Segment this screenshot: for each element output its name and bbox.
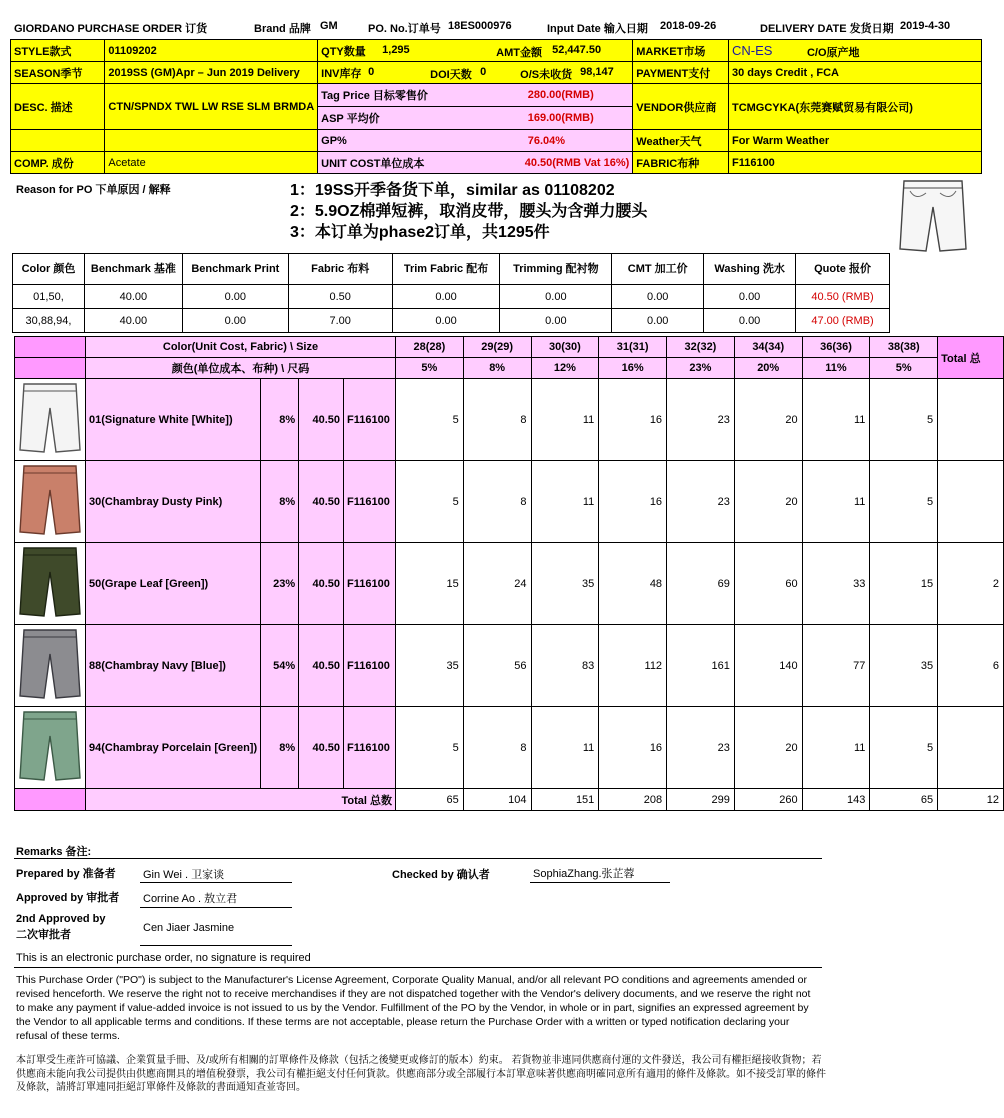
asp-label: ASP 平均价 — [318, 107, 525, 130]
market-cell — [728, 40, 981, 62]
size-qty: 24 — [463, 543, 531, 625]
size-qty: 20 — [734, 707, 802, 789]
empty-cell — [11, 130, 105, 152]
doi-value: 0 — [480, 66, 487, 78]
total-header: Total 总 — [938, 337, 1004, 379]
row-total — [938, 379, 1004, 461]
delivery-date-value: 2019-4-30 — [900, 20, 951, 32]
tag-price-value: 280.00(RMB) — [525, 84, 633, 107]
size-row — [15, 707, 1004, 789]
signature-line — [140, 882, 292, 883]
gp-label: GP% — [318, 130, 525, 152]
size-qty: 16 — [599, 461, 667, 543]
weather-value: For Warm Weather — [728, 130, 981, 152]
size-qty: 20 — [734, 461, 802, 543]
color-ratio: 54% — [261, 625, 299, 707]
cost-cell: 0.00 — [392, 309, 500, 333]
cost-cell: 0.00 — [500, 309, 612, 333]
size-qty: 5 — [870, 707, 938, 789]
cost-header: Benchmark Print — [182, 254, 288, 285]
cost-breakdown-table — [12, 253, 890, 333]
inv-doi-os-cell — [318, 62, 633, 84]
tag-price-label: Tag Price 目标零售价 — [318, 84, 525, 107]
gp-value: 76.04% — [525, 130, 633, 152]
size-ratio: 11% — [802, 358, 870, 379]
size-header: 28(28) — [396, 337, 464, 358]
size-qty: 11 — [802, 707, 870, 789]
size-qty: 161 — [667, 625, 735, 707]
size-qty: 23 — [667, 379, 735, 461]
amt-label: AMT金额 — [496, 47, 542, 59]
size-qty: 5 — [396, 379, 464, 461]
prepared-label: Prepared by 准备者 — [16, 868, 116, 880]
size-qty: 8 — [463, 379, 531, 461]
signature-line — [530, 882, 670, 883]
color-fabric: F116100 — [344, 707, 396, 789]
size-ratio: 20% — [734, 358, 802, 379]
total-row-label: Total 总数 — [86, 789, 396, 811]
cost-header: Quote 报价 — [796, 254, 890, 285]
size-total: 260 — [734, 789, 802, 811]
size-qty: 11 — [531, 379, 599, 461]
size-qty: 60 — [734, 543, 802, 625]
comp-label: COMP. 成份 — [11, 152, 105, 174]
size-ratio: 23% — [667, 358, 735, 379]
color-name: 01(Signature White [White]) — [86, 379, 261, 461]
signature-line — [140, 907, 292, 908]
market-label: MARKET市场 — [633, 40, 729, 62]
size-row — [15, 625, 1004, 707]
color-fabric: F116100 — [344, 625, 396, 707]
payment-label: PAYMENT支付 — [633, 62, 729, 84]
size-qty: 11 — [531, 461, 599, 543]
cost-header: Color 颜色 — [13, 254, 85, 285]
row-total — [938, 461, 1004, 543]
desc-label: DESC. 描述 — [11, 84, 105, 130]
cost-cell: 0.00 — [500, 285, 612, 309]
color-unit-cost: 40.50 — [299, 707, 344, 789]
size-qty: 20 — [734, 379, 802, 461]
size-ratio: 12% — [531, 358, 599, 379]
size-qty: 15 — [870, 543, 938, 625]
season-label: SEASON季节 — [11, 62, 105, 84]
cost-header-row — [13, 254, 890, 285]
fabric-label: FABRIC布种 — [633, 152, 729, 174]
color-unit-cost: 40.50 — [299, 379, 344, 461]
cost-cell: 7.00 — [288, 309, 392, 333]
reason-list — [290, 180, 647, 243]
color-name: 94(Chambray Porcelain [Green]) — [86, 707, 261, 789]
color-ratio: 8% — [261, 707, 299, 789]
size-qty: 5 — [870, 379, 938, 461]
po-info-table — [10, 39, 982, 174]
size-ratio: 5% — [870, 358, 938, 379]
size-qty: 11 — [802, 461, 870, 543]
color-name: 30(Chambray Dusty Pink) — [86, 461, 261, 543]
color-swatch-cell — [15, 461, 86, 543]
size-qty: 83 — [531, 625, 599, 707]
image-header-cell — [15, 358, 86, 379]
color-name: 50(Grape Leaf [Green]) — [86, 543, 261, 625]
qty-label: QTY数量 — [321, 45, 366, 58]
color-ratio: 23% — [261, 543, 299, 625]
color-fabric: F116100 — [344, 379, 396, 461]
size-qty: 35 — [396, 625, 464, 707]
terms-chinese: 本訂單受生產許可協議、企業質量手冊、及/或所有相關的訂單條件及條款（包括之後變更或修訂的版本）約束。 若貨物並非連同供應商付運的文件發送，我公司有權拒絕接收貨物；若供應商未能向我公司提供由供應商開具的增值稅發票，我公司有權拒絕支付任何貨款。供應商部分或全部履行本訂單意味著供應商明確同意所有適用的條件及條款。如不接受訂單的條件及條款，請將訂單連同拒絕訂單條件及條款的書面通知查並寄回。 — [16, 1055, 826, 1093]
reason-line: 1：19SS开季备货下单，similar as 01108202 — [290, 182, 615, 199]
shorts-swatch-image — [18, 626, 82, 702]
cost-row — [13, 309, 890, 333]
asp-value: 169.00(RMB) — [525, 107, 633, 130]
size-qty: 5 — [870, 461, 938, 543]
cost-header: Trim Fabric 配布 — [392, 254, 500, 285]
size-ratio: 8% — [463, 358, 531, 379]
size-header: 36(36) — [802, 337, 870, 358]
size-rows — [15, 379, 1004, 789]
size-header: 34(34) — [734, 337, 802, 358]
size-ratio: 16% — [599, 358, 667, 379]
cost-cell: 30,88,94, — [13, 309, 85, 333]
season-value: 2019SS (GM)Apr – Jun 2019 Delivery — [105, 62, 318, 84]
size-qty: 23 — [667, 461, 735, 543]
size-qty: 112 — [599, 625, 667, 707]
cost-header: Trimming 配衬物 — [500, 254, 612, 285]
size-qty: 5 — [396, 707, 464, 789]
quote-cell: 40.50 (RMB) — [796, 285, 890, 309]
size-row — [15, 543, 1004, 625]
reason-label: Reason for PO 下单原因 / 解释 — [16, 184, 171, 196]
size-qty: 16 — [599, 379, 667, 461]
remarks-label: Remarks 备注: — [16, 846, 92, 858]
quote-cell: 47.00 (RMB) — [796, 309, 890, 333]
size-qty: 56 — [463, 625, 531, 707]
color-ratio: 8% — [261, 461, 299, 543]
color-fabric: F116100 — [344, 543, 396, 625]
total-row-cell — [15, 789, 86, 811]
market-value: CN-ES — [731, 43, 773, 58]
size-qty: 11 — [802, 379, 870, 461]
checked-name: SophiaZhang.张芷蓉 — [533, 868, 635, 880]
vendor-label: VENDOR供应商 — [633, 84, 729, 130]
size-row — [15, 461, 1004, 543]
fabric-value: F116100 — [728, 152, 981, 174]
cost-cell: 0.00 — [612, 309, 704, 333]
size-header: 30(30) — [531, 337, 599, 358]
vendor-value: TCMGCYKA(东莞赛赋贸易有限公司) — [728, 84, 981, 130]
size-qty: 33 — [802, 543, 870, 625]
size-qty: 140 — [734, 625, 802, 707]
size-qty: 35 — [870, 625, 938, 707]
cost-header: Washing 洗水 — [704, 254, 796, 285]
comp-value: Acetate — [105, 152, 318, 174]
color-swatch-cell — [15, 543, 86, 625]
size-qty: 23 — [667, 707, 735, 789]
color-unit-cost: 40.50 — [299, 543, 344, 625]
electronic-notice: This is an electronic purchase order, no signature is required — [16, 952, 311, 964]
size-header-cn: 颜色(单位成本、布种) \ 尺码 — [86, 358, 396, 379]
cost-cell: 0.00 — [182, 285, 288, 309]
reason-line: 2：5.9OZ棉弹短裤，取消皮带，腰头为含弹力腰头 — [290, 203, 648, 220]
qty-amt-cell — [318, 40, 633, 62]
cost-header: Fabric 布料 — [288, 254, 392, 285]
style-label: STYLE款式 — [11, 40, 105, 62]
weather-label: Weather天气 — [633, 130, 729, 152]
os-label: O/S未收货 — [520, 69, 573, 81]
cost-cell: 0.50 — [288, 285, 392, 309]
size-qty: 16 — [599, 707, 667, 789]
cost-header: CMT 加工价 — [612, 254, 704, 285]
size-total: 65 — [396, 789, 464, 811]
approved2-label-en: 2nd Approved by — [16, 913, 106, 925]
cost-header: Benchmark 基准 — [84, 254, 182, 285]
size-qty: 77 — [802, 625, 870, 707]
size-row — [15, 379, 1004, 461]
row-total — [938, 707, 1004, 789]
size-header: 32(32) — [667, 337, 735, 358]
size-qty: 69 — [667, 543, 735, 625]
cost-cell: 0.00 — [182, 309, 288, 333]
reason-line: 3：本订单为phase2订单，共1295件 — [290, 224, 550, 241]
cost-row — [13, 285, 890, 309]
color-swatch-cell — [15, 379, 86, 461]
po-title: GIORDANO PURCHASE ORDER 订货 — [14, 23, 208, 35]
size-total: 208 — [599, 789, 667, 811]
po-number-value: 18ES000976 — [448, 20, 512, 32]
co-label: C/O原产地 — [806, 47, 860, 59]
size-ratio: 5% — [396, 358, 464, 379]
size-header: 38(38) — [870, 337, 938, 358]
size-qty: 48 — [599, 543, 667, 625]
approved-name: Corrine Ao . 敖立君 — [143, 893, 238, 905]
signature-line — [140, 945, 292, 946]
cost-cell: 0.00 — [704, 309, 796, 333]
size-total: 104 — [463, 789, 531, 811]
size-header: 29(29) — [463, 337, 531, 358]
unit-cost-label: UNIT COST单位成本 — [318, 152, 525, 174]
product-shorts-image — [896, 177, 970, 257]
color-name: 88(Chambray Navy [Blue]) — [86, 625, 261, 707]
divider — [14, 858, 822, 859]
unit-cost-value: 40.50(RMB Vat 16%) — [525, 152, 633, 174]
brand-label: Brand 品牌 — [254, 23, 311, 35]
size-qty: 5 — [396, 461, 464, 543]
size-qty: 8 — [463, 461, 531, 543]
style-value: 01109202 — [105, 40, 318, 62]
row-total: 6 — [938, 625, 1004, 707]
size-qty: 35 — [531, 543, 599, 625]
size-qty: 15 — [396, 543, 464, 625]
color-ratio: 8% — [261, 379, 299, 461]
shorts-swatch-image — [18, 544, 82, 620]
checked-label: Checked by 确认者 — [392, 869, 490, 881]
qty-value: 1,295 — [382, 44, 410, 56]
image-header-cell — [15, 337, 86, 358]
cost-cell: 0.00 — [612, 285, 704, 309]
shorts-swatch-image — [18, 462, 82, 538]
shorts-swatch-image — [18, 708, 82, 784]
empty-cell — [105, 130, 318, 152]
approved2-name: Cen Jiaer Jasmine — [143, 922, 235, 934]
color-unit-cost: 40.50 — [299, 625, 344, 707]
approved2-label-cn: 二次审批者 — [16, 929, 71, 941]
size-total: 299 — [667, 789, 735, 811]
inv-label: INV库存 — [321, 67, 362, 80]
po-number-label: PO. No.订单号 — [368, 23, 441, 35]
os-value: 98,147 — [580, 66, 614, 78]
amt-value: 52,447.50 — [552, 44, 602, 56]
delivery-date-label: DELIVERY DATE 发货日期 — [760, 23, 894, 35]
brand-value: GM — [320, 20, 338, 32]
size-header-en: Color(Unit Cost, Fabric) \ Size — [86, 337, 396, 358]
color-swatch-cell — [15, 625, 86, 707]
size-qty: 11 — [531, 707, 599, 789]
input-date-label: Input Date 输入日期 — [547, 23, 648, 35]
color-unit-cost: 40.50 — [299, 461, 344, 543]
po-header — [14, 18, 974, 36]
doi-label: DOI天数 — [430, 69, 472, 81]
size-qty: 8 — [463, 707, 531, 789]
cost-cell: 0.00 — [392, 285, 500, 309]
cost-cell: 01,50, — [13, 285, 85, 309]
cost-cell: 40.00 — [84, 285, 182, 309]
cost-cell: 0.00 — [704, 285, 796, 309]
row-total: 2 — [938, 543, 1004, 625]
terms-english: This Purchase Order ("PO") is subject to the Manufacturer's License Agreement, Corporate Quality Manual, and/or all relevant PO conditions and agreements amended or revised henceforth. We reserve the right not to receive merchandises if they are not dispatched together with the Vendor's delivery documents, and we reserve the right not to make any payment if value-added invoice is not issued to us by the Vendor. Fulfillment of the PO by the Vendor, in whole or in part, signifies an expressed agreement by the Vendor to all applicable terms and conditions. If these terms are not acceptable, please return the Purchase Order with a written or typed notification declaring your refusal of these terms. — [16, 974, 811, 1042]
size-header: 31(31) — [599, 337, 667, 358]
inv-value: 0 — [368, 66, 375, 78]
color-swatch-cell — [15, 707, 86, 789]
payment-value: 30 days Credit , FCA — [728, 62, 981, 84]
size-breakdown-table — [14, 336, 1004, 811]
size-total: 143 — [802, 789, 870, 811]
approved-label: Approved by 审批者 — [16, 892, 120, 904]
grand-total: 12 — [938, 789, 1004, 811]
divider — [14, 967, 822, 968]
input-date-value: 2018-09-26 — [660, 20, 717, 32]
prepared-name: Gin Wei . 卫家谈 — [143, 869, 225, 881]
size-total: 65 — [870, 789, 938, 811]
size-total: 151 — [531, 789, 599, 811]
shorts-swatch-image — [18, 380, 82, 456]
color-fabric: F116100 — [344, 461, 396, 543]
cost-cell: 40.00 — [84, 309, 182, 333]
desc-value: CTN/SPNDX TWL LW RSE SLM BRMDA — [105, 84, 318, 130]
